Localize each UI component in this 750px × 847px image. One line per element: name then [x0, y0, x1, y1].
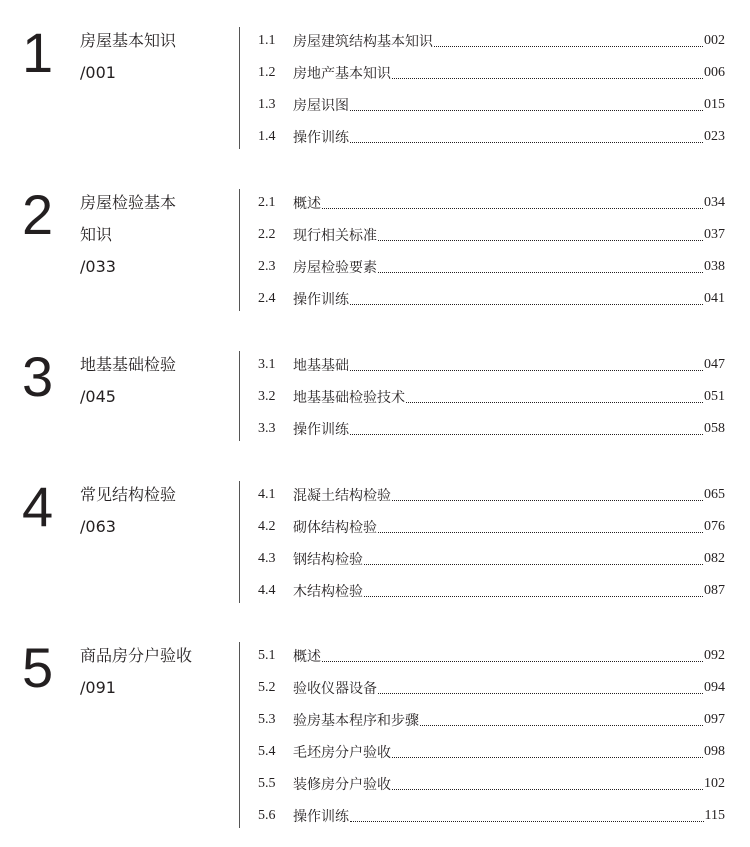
entry-title: 木结构检验 [293, 584, 363, 600]
chapter-start-page: /045 [80, 387, 116, 406]
entry-title: 操作训练 [293, 422, 349, 438]
chapter-title [80, 479, 230, 543]
dot-leader [378, 271, 703, 273]
chapter-start-page: /001 [80, 63, 116, 82]
toc-entry[interactable] [240, 800, 725, 832]
toc-entries [240, 640, 725, 832]
entry-title: 房屋识图 [293, 98, 349, 114]
entry-page: 037 [704, 227, 725, 242]
toc-entry[interactable] [240, 413, 725, 445]
dot-leader [392, 756, 703, 758]
dot-leader [350, 820, 704, 822]
toc-entries [240, 349, 725, 445]
toc-entries [240, 187, 725, 315]
entry-title: 操作训练 [293, 130, 349, 146]
entry-number: 5.5 [258, 776, 276, 791]
chapter-title-line: 房屋检验基本 [80, 193, 177, 212]
entry-title: 操作训练 [293, 292, 349, 308]
dot-leader [378, 239, 703, 241]
dot-leader [406, 401, 703, 403]
entry-number: 5.6 [258, 808, 276, 823]
entry-page: 087 [704, 583, 725, 598]
entry-title: 毛坯房分户验收 [293, 745, 391, 761]
toc-entry[interactable] [240, 219, 725, 251]
entry-number: 4.4 [258, 583, 276, 598]
entry-page: 082 [704, 551, 725, 566]
toc-entries [240, 25, 725, 153]
chapter-title-line: 常见结构检验 [80, 485, 177, 504]
entry-title: 混凝土结构检验 [293, 488, 391, 504]
entry-number: 1.2 [258, 65, 276, 80]
chapter-number: 3 [22, 345, 54, 408]
toc-entry[interactable] [240, 672, 725, 704]
toc-entry[interactable] [240, 89, 725, 121]
dot-leader [364, 563, 703, 565]
dot-leader [350, 141, 703, 143]
entry-title: 验收仪器设备 [293, 681, 377, 697]
chapter-number: 4 [22, 475, 54, 538]
entry-number: 4.3 [258, 551, 276, 566]
entry-page: 097 [704, 712, 725, 727]
entry-title: 现行相关标准 [293, 228, 377, 244]
toc-entry[interactable] [240, 251, 725, 283]
toc-entry[interactable] [240, 736, 725, 768]
dot-leader [322, 660, 703, 662]
entry-title: 房地产基本知识 [293, 66, 391, 82]
chapter-title [80, 640, 230, 704]
entry-title: 砌体结构检验 [293, 520, 377, 536]
entry-page: 034 [704, 195, 725, 210]
entry-number: 2.2 [258, 227, 276, 242]
entry-number: 3.3 [258, 421, 276, 436]
entry-page: 041 [704, 291, 725, 306]
entry-number: 5.1 [258, 648, 276, 663]
entry-number: 4.1 [258, 487, 276, 502]
toc-entry[interactable] [240, 187, 725, 219]
entry-title: 概述 [293, 649, 321, 665]
toc-entry[interactable] [240, 57, 725, 89]
toc-entry[interactable] [240, 283, 725, 315]
toc-entry[interactable] [240, 511, 725, 543]
entry-page: 094 [704, 680, 725, 695]
dot-leader [350, 369, 703, 371]
toc-entry[interactable] [240, 25, 725, 57]
toc-entry[interactable] [240, 575, 725, 607]
chapter-title-line: 知识 [80, 225, 113, 244]
chapter-title [80, 349, 230, 413]
dot-leader [322, 207, 703, 209]
entry-page: 015 [704, 97, 725, 112]
entry-page: 065 [704, 487, 725, 502]
entry-number: 1.3 [258, 97, 276, 112]
entry-title: 概述 [293, 196, 321, 212]
dot-leader [420, 724, 703, 726]
entry-page: 058 [704, 421, 725, 436]
entry-number: 4.2 [258, 519, 276, 534]
chapter-number: 2 [22, 183, 54, 246]
toc-entry[interactable] [240, 704, 725, 736]
entry-title: 验房基本程序和步骤 [293, 713, 419, 729]
entry-page: 006 [704, 65, 725, 80]
toc-entry[interactable] [240, 121, 725, 153]
entry-page: 038 [704, 259, 725, 274]
entry-title: 房屋检验要素 [293, 260, 377, 276]
entry-title: 装修房分户验收 [293, 777, 391, 793]
entry-number: 3.1 [258, 357, 276, 372]
dot-leader [392, 77, 703, 79]
entry-title: 操作训练 [293, 809, 349, 825]
dot-leader [392, 788, 703, 790]
entry-number: 5.4 [258, 744, 276, 759]
entry-number: 1.4 [258, 129, 276, 144]
entry-page: 047 [704, 357, 725, 372]
chapter-title [80, 25, 230, 89]
entry-page: 023 [704, 129, 725, 144]
chapter-title-line: 商品房分户验收 [80, 646, 193, 665]
toc-entry[interactable] [240, 768, 725, 800]
chapter-title-line: 地基基础检验 [80, 355, 177, 374]
entry-number: 2.3 [258, 259, 276, 274]
entry-page: 092 [704, 648, 725, 663]
dot-leader [364, 595, 703, 597]
chapter-title [80, 187, 230, 283]
chapter-number: 5 [22, 636, 54, 699]
entry-page: 098 [704, 744, 725, 759]
dot-leader [392, 499, 703, 501]
dot-leader [350, 433, 703, 435]
entry-title: 钢结构检验 [293, 552, 363, 568]
toc-entry[interactable] [240, 479, 725, 511]
dot-leader [434, 45, 703, 47]
entry-number: 2.4 [258, 291, 276, 306]
chapter-start-page: /063 [80, 517, 116, 536]
toc-entries [240, 479, 725, 607]
entry-number: 5.3 [258, 712, 276, 727]
entry-page: 076 [704, 519, 725, 534]
entry-page: 102 [704, 776, 725, 791]
entry-page: 051 [704, 389, 725, 404]
entry-number: 2.1 [258, 195, 276, 210]
entry-number: 1.1 [258, 33, 276, 48]
entry-page: 002 [704, 33, 725, 48]
dot-leader [350, 109, 703, 111]
chapter-number: 1 [22, 21, 54, 84]
dot-leader [378, 531, 703, 533]
entry-page: 115 [704, 808, 725, 823]
entry-title: 地基基础 [293, 358, 349, 374]
chapter-start-page: /091 [80, 678, 116, 697]
dot-leader [350, 303, 703, 305]
entry-title: 地基基础检验技术 [293, 390, 405, 406]
entry-number: 5.2 [258, 680, 276, 695]
chapter-title-line: 房屋基本知识 [80, 31, 177, 50]
entry-number: 3.2 [258, 389, 276, 404]
chapter-start-page: /033 [80, 257, 116, 276]
entry-title: 房屋建筑结构基本知识 [293, 34, 433, 50]
toc-entry[interactable] [240, 640, 725, 672]
toc-entry[interactable] [240, 349, 725, 381]
toc-entry[interactable] [240, 543, 725, 575]
toc-entry[interactable] [240, 381, 725, 413]
dot-leader [378, 692, 703, 694]
